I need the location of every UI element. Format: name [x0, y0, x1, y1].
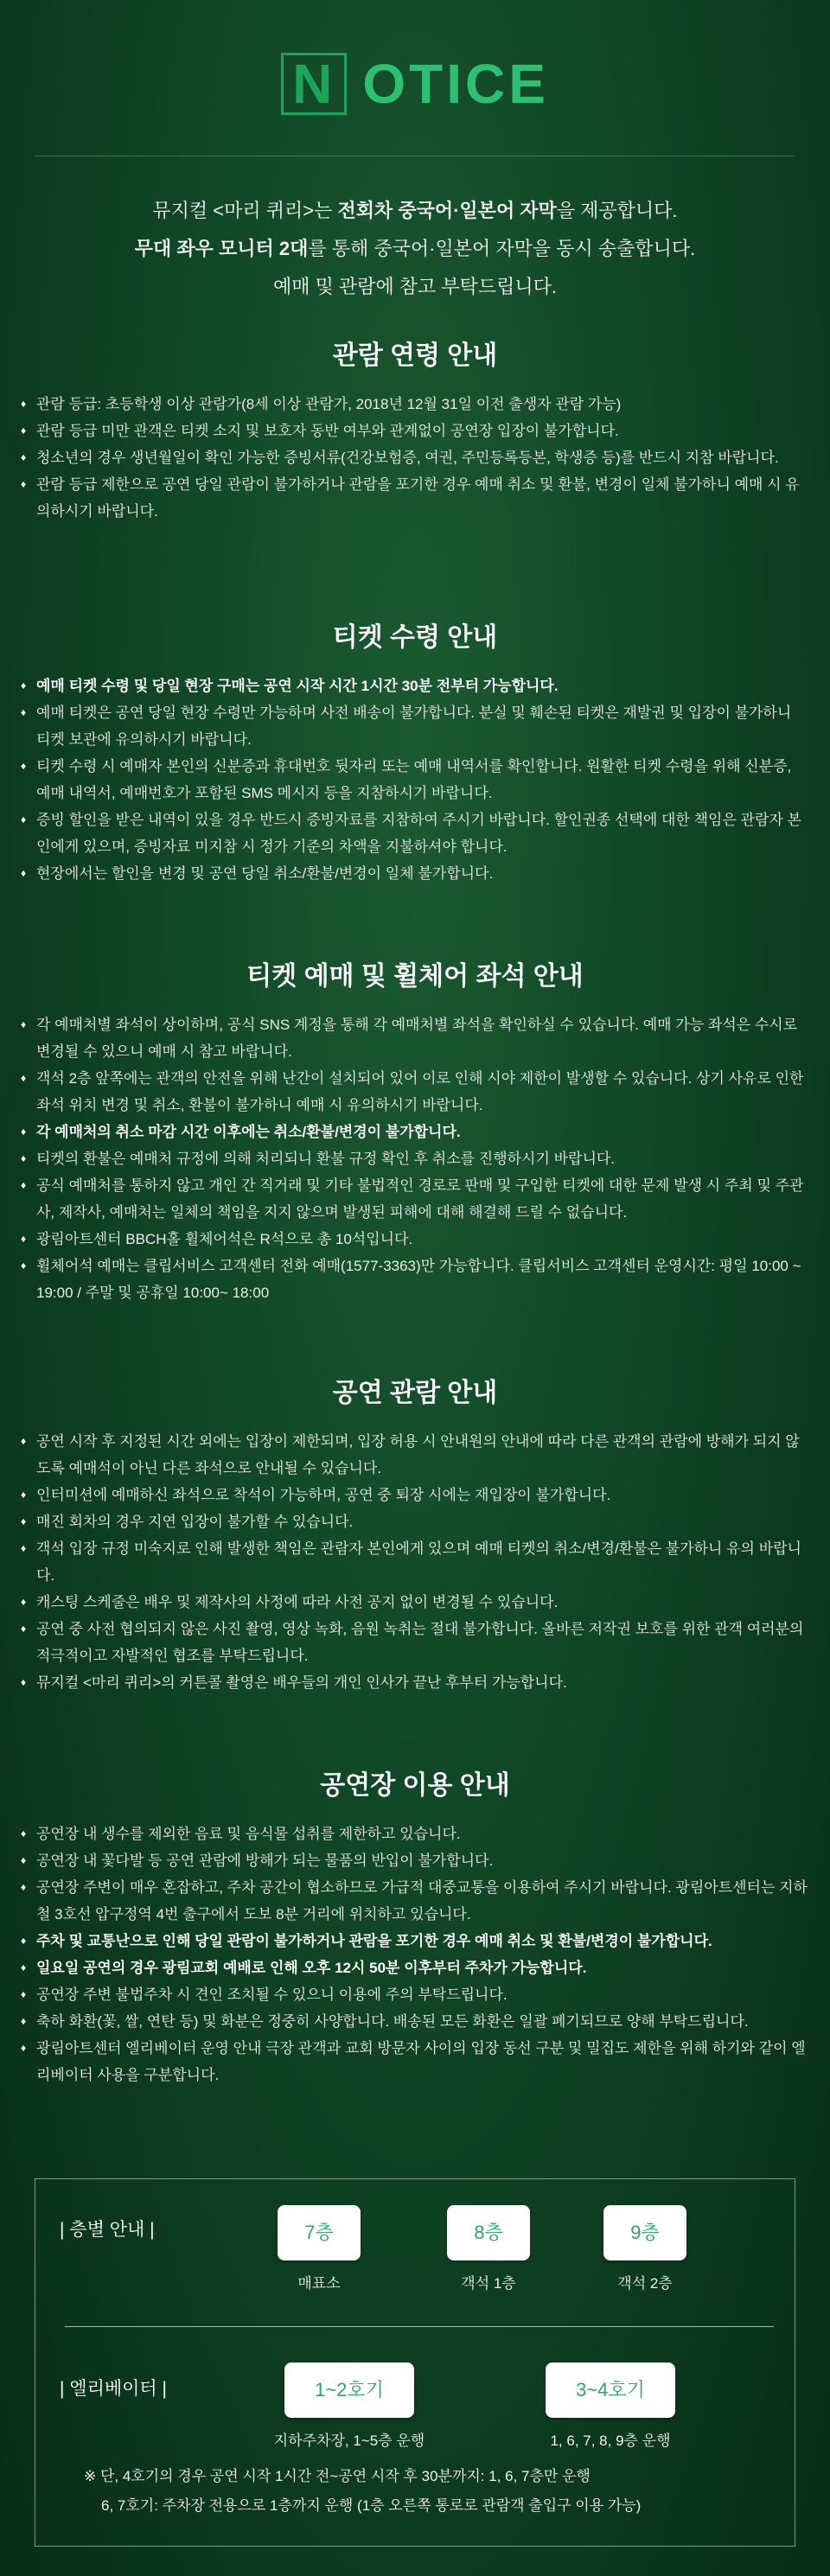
- intro-line-3: 예매 및 관람에 참고 부탁드립니다.: [272, 276, 558, 297]
- elevator-guide-label: | 엘리베이터 |: [60, 2379, 168, 2399]
- list-item: ♦ 광림아트센터 엘리베이터 운영 안내 극장 관객과 교회 방문자 사이의 입장 동선 구분 및 밀집도 제한을 위해 하기와 같이 엘리베이터 사용을 구분합니다.: [21, 2035, 809, 2088]
- elevator-note-1: ※ 단, 4호기의 경우 공연 시작 1시간 전~공연 시작 후 30분까지: 1, 6, 7층만 운행: [84, 2468, 591, 2484]
- list-item: ♦ 뮤지컬 <마리 퀴리>의 커튼콜 촬영은 배우들의 개인 인사가 끝난 후부터 가능합니다.: [21, 1669, 809, 1696]
- intro-line-2: 무대 좌우 모니터 2대를 통해 중국어·일본어 자막을 동시 송출합니다.: [134, 238, 696, 259]
- section-list: [21, 391, 809, 525]
- floor-elevator-guide: [35, 2178, 795, 2547]
- list-item: ♦ 공연장 주변이 매우 혼잡하고, 주차 공간이 협소하므로 가급적 대중교통을 이용하여 주시기 바랍니다. 광림아트센터는 지하철 3호선 압구정역 4번 출구에서 도보 8분 거리에 위치하고 있습니다.: [21, 1874, 809, 1928]
- list-item: ♦ 공연장 주변 불법주차 시 견인 조치될 수 있으니 이용에 주의 부탁드립니다.: [21, 1981, 809, 2008]
- section-title: 공연장 이용 안내: [320, 1771, 510, 1800]
- list-item: ♦ 각 예매처별 좌석이 상이하며, 공식 SNS 계정을 통해 각 예매처별 좌석을 확인하실 수 있습니다. 예매 가능 좌석은 수시로 변경될 수 있으니 예매 시 참고 바랍니다.: [21, 1011, 809, 1065]
- list-item: ♦ 캐스팅 스케줄은 배우 및 제작사의 사정에 따라 사전 공지 없이 변경될 수 있습니다.: [21, 1589, 809, 1616]
- list-item: ♦ 관람 등급 미만 관객은 티켓 소지 및 보호자 동반 여부와 관계없이 공연장 입장이 불가합니다.: [21, 418, 809, 444]
- elevator-note-2: 6, 7호기: 주차장 전용으로 1층까지 운행 (1층 오른쪽 통로로 관람객 출입구 이용 가능): [101, 2497, 642, 2514]
- list-item: ♦ 주차 및 교통난으로 인해 당일 관람이 불가하거나 관람을 포기한 경우 예매 취소 및 환불/변경이 불가합니다.: [21, 1928, 809, 1954]
- section-title: 공연 관람 안내: [332, 1379, 498, 1407]
- list-item: ♦ 공연장 내 꽃다발 등 공연 관람에 방해가 되는 물품의 반입이 불가합니다.: [21, 1847, 809, 1874]
- notice-logo: [0, 52, 830, 116]
- list-item: ♦ 객석 2층 앞쪽에는 관객의 안전을 위해 난간이 설치되어 있어 이로 인해 시야 제한이 발생할 수 있습니다. 상기 사유로 인한 좌석 위치 변경 및 취소, 환불이 불가하니 예매 시 유의하시기 바랍니다.: [21, 1065, 809, 1119]
- list-item: ♦ 예매 티켓은 공연 당일 현장 수령만 가능하며 사전 배송이 불가합니다. 분실 및 훼손된 티켓은 재발권 및 입장이 불가하니 티켓 보관에 유의하시기 바랍니다.: [21, 699, 809, 753]
- section-ticket-pickup: [21, 615, 809, 887]
- list-item: ♦ 예매 티켓 수령 및 당일 현장 구매는 공연 시작 시간 1시간 30분 전부터 가능합니다.: [21, 673, 809, 699]
- list-item: ♦ 각 예매처의 취소 마감 시간 이후에는 취소/환불/변경이 불가합니다.: [21, 1119, 809, 1145]
- section-booking-wheelchair: [21, 954, 809, 1306]
- list-item: ♦ 공연 중 사전 협의되지 않은 사진 촬영, 영상 녹화, 음원 녹취는 절대 불가합니다. 올바른 저작권 보호를 위한 관객 여러분의 적극적이고 자발적인 협조를 부탁드립니다.: [21, 1616, 809, 1669]
- list-item: ♦ 공연 시작 후 지정된 시간 외에는 입장이 제한되며, 입장 허용 시 안내원의 안내에 따라 다른 관객의 관람에 방해가 되지 않도록 예매석이 아닌 다른 좌석으로 안내될 수 있습니다.: [21, 1428, 809, 1482]
- elevator-caption-3-4: 1, 6, 7, 8, 9층 운행: [550, 2433, 671, 2449]
- list-item: ♦ 공연장 내 생수를 제외한 음료 및 음식물 섭취를 제한하고 있습니다.: [21, 1820, 809, 1847]
- elevator-chip-3-4: 3~4호기: [546, 2362, 675, 2418]
- floor-caption-7: 매표소: [297, 2275, 341, 2292]
- list-item: ♦ 청소년의 경우 생년월일이 확인 가능한 증빙서류(건강보험증, 여권, 주민등록등본, 학생증 등)를 반드시 지참 바랍니다.: [21, 444, 809, 471]
- floor-caption-9: 객석 2층: [617, 2275, 673, 2292]
- section-title: 티켓 수령 안내: [332, 623, 498, 652]
- floor-chip-8: 8층: [447, 2205, 530, 2260]
- floor-guide-label: | 층별 안내 |: [60, 2220, 155, 2240]
- logo-text: OTICE: [362, 53, 549, 115]
- section-list: [21, 1428, 809, 1696]
- logo-boxed-letter: N: [281, 53, 347, 115]
- section-list: [21, 673, 809, 887]
- list-item: ♦ 인터미션에 예매하신 좌석으로 착석이 가능하며, 공연 중 퇴장 시에는 재입장이 불가합니다.: [21, 1482, 809, 1508]
- guide-divider: [65, 2326, 774, 2327]
- section-viewing-guide: [21, 1371, 809, 1696]
- section-list: [21, 1011, 809, 1306]
- list-item: ♦ 공식 예매처를 통하지 않고 개인 간 직거래 및 기타 불법적인 경로로 판매 및 구입한 티켓에 대한 문제 발생 시 주최 및 주관사, 제작사, 예매처는 일체의 책임을 지지 않으며 발생된 피해에 대해 해결해 드릴 수 없습니다.: [21, 1172, 809, 1226]
- section-title: 티켓 예매 및 휠체어 좌석 안내: [246, 962, 584, 991]
- section-age-guide: [21, 334, 809, 525]
- intro-text: [0, 192, 830, 306]
- list-item: ♦ 티켓의 환불은 예매처 규정에 의해 처리되니 환불 규정 확인 후 취소를 진행하시기 바랍니다.: [21, 1145, 809, 1172]
- list-item: ♦ 휠체어석 예매는 클립서비스 고객센터 전화 예매(1577-3363)만 가능합니다. 클립서비스 고객센터 운영시간: 평일 10:00 ~ 19:00 / 주말 및 공휴일 10:00~ 18:00: [21, 1253, 809, 1306]
- list-item: ♦ 객석 입장 규정 미숙지로 인해 발생한 책임은 관람자 본인에게 있으며 예매 티켓의 취소/변경/환불은 불가하니 유의 바랍니다.: [21, 1535, 809, 1589]
- list-item: ♦ 일요일 공연의 경우 광림교회 예배로 인해 오후 12시 50분 이후부터 주차가 가능합니다.: [21, 1954, 809, 1981]
- section-venue-guide: [21, 1763, 809, 2088]
- floor-chip-9: 9층: [603, 2205, 686, 2260]
- floor-chip-7: 7층: [278, 2205, 361, 2260]
- elevator-caption-1-2: 지하주차장, 1~5층 운행: [273, 2433, 425, 2449]
- list-item: ♦ 증빙 할인을 받은 내역이 있을 경우 반드시 증빙자료를 지참하여 주시기 바랍니다. 할인권종 선택에 대한 책임은 관람자 본인에게 있으며, 증빙자료 미지참 시 정가 기준의 차액을 지불하셔야 합니다.: [21, 807, 809, 860]
- list-item: ♦ 관람 등급: 초등학생 이상 관람가(8세 이상 관람가, 2018년 12월 31일 이전 출생자 관람 가능): [21, 391, 809, 418]
- list-item: ♦ 티켓 수령 시 예매자 본인의 신분증과 휴대번호 뒷자리 또는 예매 내역서를 확인합니다. 원활한 티켓 수령을 위해 신분증, 예매 내역서, 예매번호가 포함된 SMS 메시지 등을 지참하시기 바랍니다.: [21, 753, 809, 807]
- list-item: ♦ 광림아트센터 BBCH홀 휠체어석은 R석으로 총 10석입니다.: [21, 1226, 809, 1253]
- intro-line-1: 뮤지컬 <마리 퀴리>는 전회차 중국어·일본어 자막을 제공합니다.: [152, 200, 678, 221]
- section-list: [21, 1820, 809, 2088]
- section-title: 관람 연령 안내: [332, 341, 498, 370]
- list-item: ♦ 매진 회차의 경우 지연 입장이 불가할 수 있습니다.: [21, 1508, 809, 1535]
- list-item: ♦ 현장에서는 할인을 변경 및 공연 당일 취소/환불/변경이 일체 불가합니다.: [21, 860, 809, 887]
- elevator-chip-1-2: 1~2호기: [284, 2362, 414, 2418]
- list-item: ♦ 축하 화환(꽃, 쌀, 연탄 등) 및 화분은 정중히 사양합니다. 배송된 모든 화환은 일괄 폐기되므로 양해 부탁드립니다.: [21, 2008, 809, 2035]
- floor-caption-8: 객석 1층: [461, 2275, 516, 2292]
- list-item: ♦ 관람 등급 제한으로 공연 당일 관람이 불가하거나 관람을 포기한 경우 예매 취소 및 환불, 변경이 일체 불가하니 예매 시 유의하시기 바랍니다.: [21, 471, 809, 525]
